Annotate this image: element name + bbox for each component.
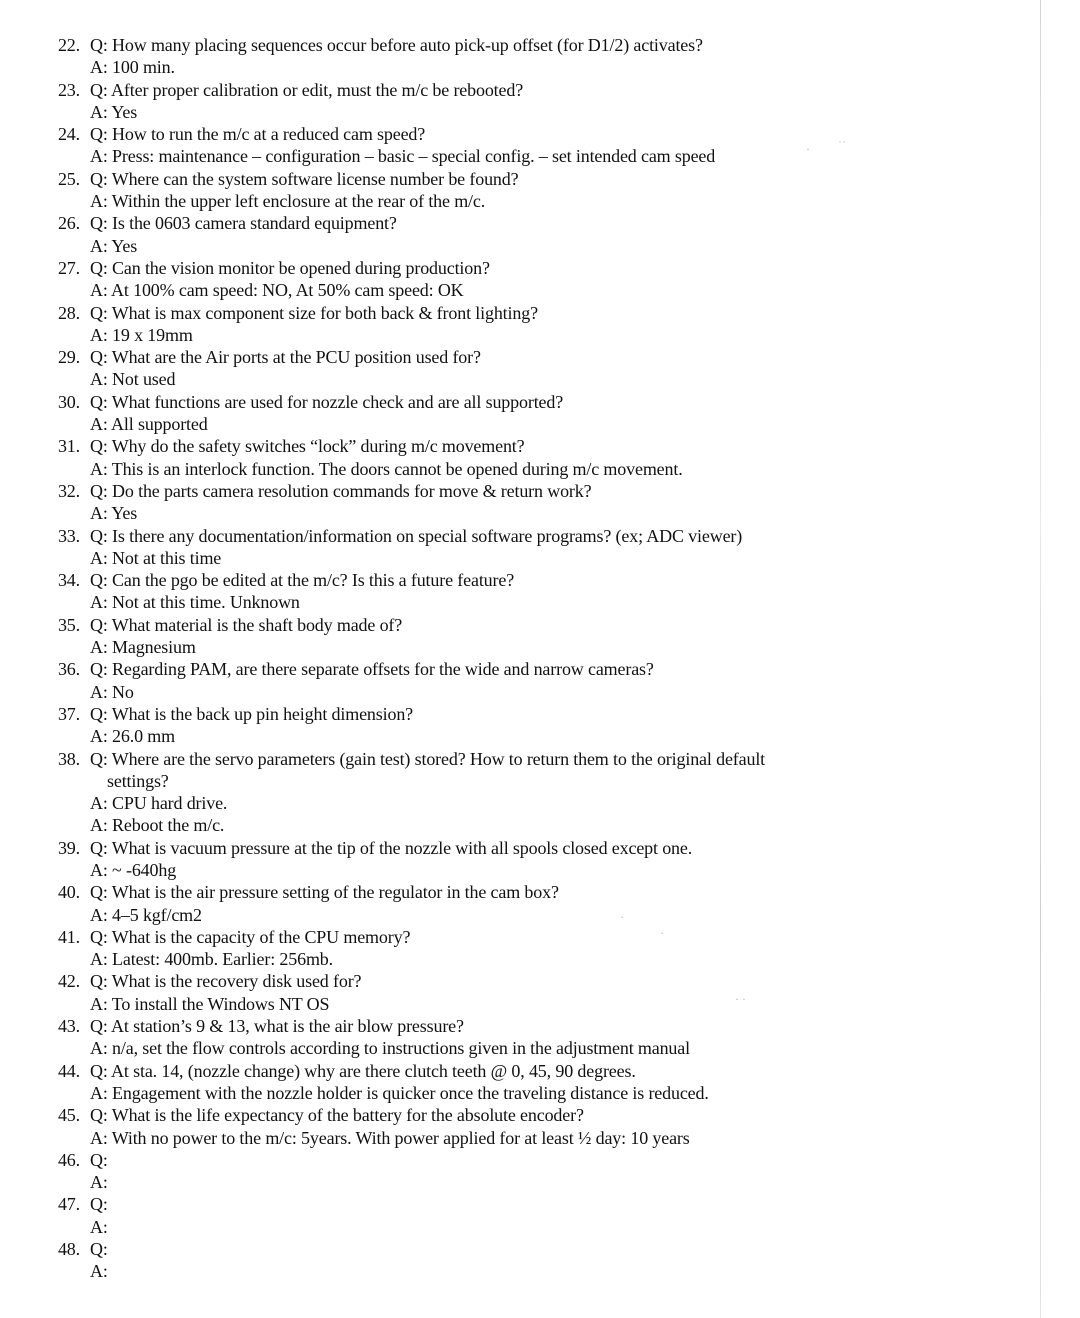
answer-line: [0, 190, 1080, 212]
answer-line-text: A:: [90, 1216, 108, 1237]
question-line-text: Q: After proper calibration or edit, must the m/c be rebooted?: [90, 79, 524, 100]
question-line: [0, 1060, 1080, 1082]
item-number: 32.: [57, 480, 80, 501]
question-continuation-line-text: settings?: [107, 770, 169, 791]
answer-line: [0, 681, 1080, 703]
answer-line-text: A: Magnesium: [90, 637, 196, 658]
question-line-text: Q: Can the vision monitor be opened during production?: [90, 257, 490, 278]
question-line-text: Q: Where can the system software license number be found?: [90, 168, 519, 189]
scan-speck: · ·: [735, 992, 746, 1006]
item-number: 48.: [57, 1239, 80, 1260]
question-line-text: Q: What is vacuum pressure at the tip of the nozzle with all spools closed except one.: [90, 837, 693, 858]
item-number: 33.: [57, 525, 80, 546]
qa-item: [0, 346, 1080, 391]
qa-item: [0, 1104, 1080, 1149]
question-line-text: Q:: [90, 1194, 108, 1215]
answer-line: [0, 324, 1080, 346]
qa-item: [0, 1193, 1080, 1238]
qa-item: [0, 79, 1080, 124]
answer-line-text: A: 19 x 19mm: [90, 324, 193, 345]
answer-line-text: A:: [90, 1261, 108, 1282]
question-line: [0, 302, 1080, 324]
answer-line-text: A: Not used: [90, 369, 176, 390]
qa-item: [0, 926, 1080, 971]
qa-item: [0, 302, 1080, 347]
answer-line-text: A: All supported: [90, 414, 208, 435]
qa-document: [0, 34, 1080, 1283]
answer-line-text: A:: [90, 1172, 108, 1193]
answer-line-text: A: 100 min.: [90, 57, 175, 78]
question-line: [0, 926, 1080, 948]
qa-item: [0, 970, 1080, 1015]
answer-line: [0, 904, 1080, 926]
item-number: 30.: [57, 391, 80, 412]
question-line: [0, 748, 1080, 770]
answer-line: [0, 636, 1080, 658]
question-line-text: Q: At sta. 14, (nozzle change) why are there clutch teeth @ 0, 45, 90 degrees.: [90, 1060, 636, 1081]
qa-item: [0, 1060, 1080, 1105]
answer-line: [0, 235, 1080, 257]
answer-line-text: A: n/a, set the flow controls according to instructions given in the adjustment manual: [90, 1038, 690, 1059]
question-line: [0, 1104, 1080, 1126]
item-number: 24.: [57, 124, 80, 145]
question-line-text: Q: What is the capacity of the CPU memory?: [90, 926, 411, 947]
qa-item: [0, 881, 1080, 926]
answer-line: [0, 279, 1080, 301]
qa-item: [0, 1238, 1080, 1283]
item-number: 27.: [57, 257, 80, 278]
answer-line: [0, 1260, 1080, 1282]
answer-line: [0, 56, 1080, 78]
item-number: 36.: [57, 659, 80, 680]
scan-speck: ·: [620, 910, 624, 924]
question-line-text: Q: Is the 0603 camera standard equipment?: [90, 213, 397, 234]
answer-line-text: A: Not at this time. Unknown: [90, 592, 300, 613]
answer-line: [0, 547, 1080, 569]
item-number: 37.: [57, 703, 80, 724]
qa-item: [0, 257, 1080, 302]
answer-line: [0, 458, 1080, 480]
qa-item: [0, 703, 1080, 748]
question-line-text: Q: Can the pgo be edited at the m/c? Is this a future feature?: [90, 570, 515, 591]
item-number: 31.: [57, 436, 80, 457]
answer-line: [0, 814, 1080, 836]
answer-line-text: A: CPU hard drive.: [90, 793, 228, 814]
qa-item: [0, 34, 1080, 79]
item-number: 40.: [57, 882, 80, 903]
answer-line-text: A: Within the upper left enclosure at the rear of the m/c.: [90, 191, 486, 212]
answer-line-text: A: Engagement with the nozzle holder is quicker once the traveling distance is reduced.: [90, 1082, 709, 1103]
question-line: [0, 614, 1080, 636]
question-line-text: Q: What is the air pressure setting of the regulator in the cam box?: [90, 882, 559, 903]
qa-item: [0, 1015, 1080, 1060]
answer-line: [0, 101, 1080, 123]
item-number: 28.: [57, 302, 80, 323]
question-line: [0, 525, 1080, 547]
qa-item: [0, 168, 1080, 213]
question-line: [0, 1238, 1080, 1260]
answer-line: [0, 1082, 1080, 1104]
question-line: [0, 1015, 1080, 1037]
question-line-text: Q: What are the Air ports at the PCU position used for?: [90, 347, 481, 368]
answer-line: [0, 368, 1080, 390]
question-line-text: Q: Why do the safety switches “lock” during m/c movement?: [90, 436, 525, 457]
answer-line-text: A: At 100% cam speed: NO, At 50% cam speed: OK: [90, 280, 464, 301]
qa-item: [0, 1149, 1080, 1194]
question-line-text: Q: Where are the servo parameters (gain test) stored? How to return them to the original default: [90, 748, 766, 769]
question-line: [0, 212, 1080, 234]
scan-speck: ˙˙: [838, 138, 846, 152]
item-number: 43.: [57, 1016, 80, 1037]
item-number: 44.: [57, 1060, 80, 1081]
answer-line-text: A: No: [90, 681, 134, 702]
answer-line: [0, 413, 1080, 435]
question-line: [0, 79, 1080, 101]
item-number: 47.: [57, 1194, 80, 1215]
question-line-text: Q: How to run the m/c at a reduced cam speed?: [90, 124, 426, 145]
question-line: [0, 658, 1080, 680]
answer-line-text: A: Press: maintenance – configuration – basic – special config. – set intended cam speed: [90, 146, 716, 167]
question-line-text: Q: What material is the shaft body made of?: [90, 614, 403, 635]
item-number: 45.: [57, 1105, 80, 1126]
scan-speck: ·: [660, 926, 664, 940]
answer-line-text: A: 26.0 mm: [90, 726, 176, 747]
answer-line-text: A: Yes: [90, 235, 138, 256]
question-line: [0, 881, 1080, 903]
question-line-text: Q: What is the back up pin height dimension?: [90, 703, 414, 724]
question-line: [0, 569, 1080, 591]
question-line-text: Q: What is max component size for both back & front lighting?: [90, 302, 538, 323]
question-line-text: Q: At station’s 9 & 13, what is the air blow pressure?: [90, 1016, 464, 1037]
qa-item: [0, 614, 1080, 659]
qa-item: [0, 480, 1080, 525]
item-number: 22.: [57, 35, 80, 55]
qa-item: [0, 569, 1080, 614]
question-line: [0, 34, 1080, 56]
answer-line-text: A: To install the Windows NT OS: [90, 993, 330, 1014]
qa-item: [0, 837, 1080, 882]
answer-line-text: A: Yes: [90, 503, 138, 524]
answer-line-text: A: Yes: [90, 101, 138, 122]
answer-line: [0, 1171, 1080, 1193]
item-number: 39.: [57, 837, 80, 858]
question-line-text: Q: Regarding PAM, are there separate offsets for the wide and narrow cameras?: [90, 659, 654, 680]
answer-line-text: A: ~ -640hg: [90, 859, 177, 880]
qa-item: [0, 123, 1080, 168]
qa-item: [0, 391, 1080, 436]
question-line-text: Q: What functions are used for nozzle check and are all supported?: [90, 391, 564, 412]
answer-line-text: A: Reboot the m/c.: [90, 815, 225, 836]
item-number: 25.: [57, 168, 80, 189]
question-line: [0, 346, 1080, 368]
question-line: [0, 168, 1080, 190]
question-line: [0, 837, 1080, 859]
item-number: 38.: [57, 748, 80, 769]
scan-speck: ·: [806, 142, 810, 156]
question-line-text: Q: What is the life expectancy of the battery for the absolute encoder?: [90, 1105, 584, 1126]
item-number: 42.: [57, 971, 80, 992]
question-line-text: Q: How many placing sequences occur before auto pick-up offset (for D1/2) activates?: [90, 35, 703, 55]
answer-line: [0, 792, 1080, 814]
qa-item: [0, 435, 1080, 480]
question-line: [0, 391, 1080, 413]
answer-line-text: A: 4–5 kgf/cm2: [90, 904, 202, 925]
question-line: [0, 435, 1080, 457]
question-line-text: Q: What is the recovery disk used for?: [90, 971, 362, 992]
question-continuation-line: [0, 770, 1080, 792]
answer-line: [0, 859, 1080, 881]
item-number: 34.: [57, 570, 80, 591]
item-number: 46.: [57, 1149, 80, 1170]
qa-item: [0, 525, 1080, 570]
question-line: [0, 257, 1080, 279]
item-number: 26.: [57, 213, 80, 234]
question-line-text: Q: Do the parts camera resolution commands for move & return work?: [90, 480, 592, 501]
answer-line-text: A: This is an interlock function. The doors cannot be opened during m/c movement.: [90, 458, 683, 479]
answer-line: [0, 948, 1080, 970]
answer-line-text: A: Not at this time: [90, 547, 222, 568]
question-line: [0, 123, 1080, 145]
question-line-text: Q: Is there any documentation/information on special software programs? (ex; ADC viewer): [90, 525, 743, 546]
question-line: [0, 1193, 1080, 1215]
item-number: 29.: [57, 347, 80, 368]
item-number: 41.: [57, 926, 80, 947]
answer-line: [0, 145, 1080, 167]
question-line: [0, 970, 1080, 992]
answer-line: [0, 1037, 1080, 1059]
answer-line: [0, 591, 1080, 613]
answer-line-text: A: With no power to the m/c: 5years. With power applied for at least ½ day: 10 years: [90, 1127, 690, 1148]
question-line: [0, 1149, 1080, 1171]
question-line-text: Q:: [90, 1239, 108, 1260]
qa-item: [0, 748, 1080, 837]
item-number: 35.: [57, 614, 80, 635]
answer-line: [0, 993, 1080, 1015]
answer-line: [0, 502, 1080, 524]
item-number: 23.: [57, 79, 80, 100]
question-line: [0, 703, 1080, 725]
question-line-text: Q:: [90, 1149, 108, 1170]
qa-item: [0, 658, 1080, 703]
qa-item: [0, 212, 1080, 257]
answer-line: [0, 1216, 1080, 1238]
answer-line: [0, 725, 1080, 747]
answer-line: [0, 1127, 1080, 1149]
question-line: [0, 480, 1080, 502]
answer-line-text: A: Latest: 400mb. Earlier: 256mb.: [90, 949, 333, 970]
